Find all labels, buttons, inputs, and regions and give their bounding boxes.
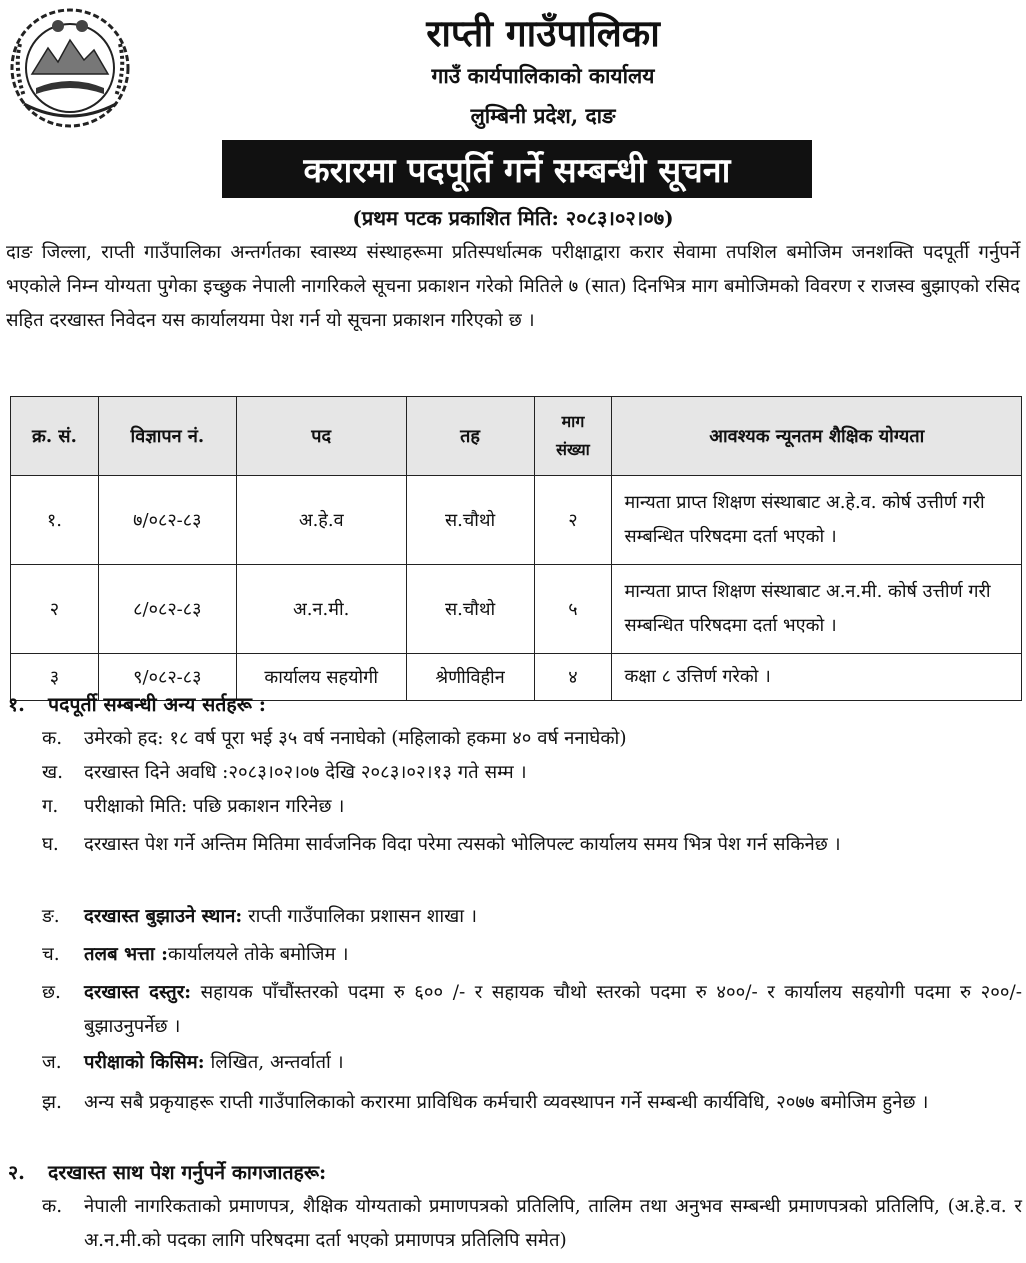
col-header-sn: क्र. सं. bbox=[11, 397, 99, 476]
list-item-text: दरखास्त दिने अवधि :२०८३।०२।०७ देखि २०८३।०२।१३ गते सम्म । bbox=[84, 762, 527, 783]
list-item-label: दरखास्त दस्तुर: bbox=[84, 982, 192, 1003]
list-item-label: तलब भत्ता : bbox=[84, 944, 168, 965]
list-item-text: उमेरको हद: १८ वर्ष पूरा भई ३५ वर्ष ननाघेको (महिलाको हकमा ४० वर्ष ननाघेको) bbox=[84, 728, 627, 749]
list-item bbox=[42, 756, 1022, 790]
list-marker: ज. bbox=[42, 1052, 62, 1073]
list-item-text: सहायक पाँचौंस्तरको पदमा रु ६०० /- र सहायक चौथो स्तरको पदमा रु ४००/- र कार्यालय सहयोगी पदमा रु २००/- बुझाउनुपर्नेछ । bbox=[84, 982, 1022, 1037]
notice-title-banner: करारमा पदपूर्ति गर्ने सम्बन्धी सूचना bbox=[222, 140, 812, 198]
cell-ad-no: ८/०८२-८३ bbox=[98, 565, 236, 654]
col-header-level: तह bbox=[406, 397, 534, 476]
list-marker: ख. bbox=[42, 762, 64, 783]
cell-ad-no: ९/०८२-८३ bbox=[98, 654, 236, 701]
list-item-text: अन्य सबै प्रकृयाहरू राप्ती गाउँपालिकाको करारमा प्राविधिक कर्मचारी व्यवस्थापन गर्ने सम्बन्धी कार्यविधि, २०७७ बमोजिम हुनेछ । bbox=[84, 1092, 929, 1113]
list-marker: ङ. bbox=[42, 906, 60, 927]
col-header-post: पद bbox=[236, 397, 406, 476]
list-item-text: कार्यालयले तोके बमोजिम । bbox=[167, 944, 349, 965]
cell-sn: ३ bbox=[11, 654, 99, 701]
office-name: गाउँ कार्यपालिकाको कार्यालय bbox=[431, 63, 655, 88]
list-item bbox=[42, 938, 1022, 972]
list-item-text: राप्ती गाउँपालिका प्रशासन शाखा । bbox=[242, 906, 477, 927]
list-marker: छ. bbox=[42, 982, 61, 1003]
list-item bbox=[42, 1086, 1022, 1120]
cell-level: श्रेणीविहीन bbox=[406, 654, 534, 701]
list-item-text: नेपाली नागरिकताको प्रमाणपत्र, शैक्षिक योग्यताको प्रमाणपत्रको प्रतिलिपि, तालिम तथा अनुभव सम्बन्धी प्रमाणपत्रको प्रतिलिपि, (अ.हे.व. र अ.न.मी.को पदका लागि परिषदमा दर्ता भएको प्रमाणपत्र प्रतिलिपि समेत) bbox=[84, 1196, 1022, 1251]
cell-sn: २ bbox=[11, 565, 99, 654]
cell-qualification: मान्यता प्राप्त शिक्षण संस्थाबाट अ.न.मी. कोर्ष उत्तीर्ण गरी सम्बन्धित परिषदमा दर्ता भएको । bbox=[612, 565, 1022, 654]
section-2-number: २. bbox=[8, 1161, 25, 1184]
list-marker: क. bbox=[42, 1196, 63, 1217]
cell-post: अ.हे.व bbox=[236, 476, 406, 565]
cell-qualification: कक्षा ८ उत्तिर्ण गरेको । bbox=[612, 654, 1022, 701]
section-1-number: १. bbox=[8, 693, 25, 716]
section-1-heading bbox=[8, 690, 266, 717]
list-item bbox=[42, 900, 1022, 934]
vacancy-table bbox=[10, 396, 1022, 701]
cell-sn: १. bbox=[11, 476, 99, 565]
col-header-demand bbox=[534, 397, 612, 476]
cell-level: स.चौथो bbox=[406, 476, 534, 565]
list-item bbox=[42, 828, 1022, 862]
list-marker: च. bbox=[42, 944, 60, 965]
section-2-heading bbox=[8, 1158, 326, 1185]
col-header-ad-no: विज्ञापन नं. bbox=[98, 397, 236, 476]
list-item-text: परीक्षाको मिति: पछि प्रकाशन गरिनेछ । bbox=[84, 796, 345, 817]
cell-demand: ५ bbox=[534, 565, 612, 654]
list-item-label: परीक्षाको किसिम: bbox=[84, 1052, 205, 1073]
cell-demand: ४ bbox=[534, 654, 612, 701]
col-header-demand-bottom: संख्या bbox=[556, 440, 590, 459]
section-2-title: दरखास्त साथ पेश गर्नुपर्ने कागजातहरू: bbox=[48, 1161, 327, 1184]
cell-qualification: मान्यता प्राप्त शिक्षण संस्थाबाट अ.हे.व. कोर्ष उत्तीर्ण गरी सम्बन्धित परिषदमा दर्ता भएको । bbox=[612, 476, 1022, 565]
list-item bbox=[42, 790, 1022, 824]
list-marker: घ. bbox=[42, 834, 59, 855]
col-header-demand-top: माग bbox=[561, 412, 585, 431]
cell-post: कार्यालय सहयोगी bbox=[236, 654, 406, 701]
cell-post: अ.न.मी. bbox=[236, 565, 406, 654]
table-row bbox=[11, 476, 1022, 565]
org-name: राप्ती गाउँपालिका bbox=[426, 11, 660, 55]
list-item-label: दरखास्त बुझाउने स्थान: bbox=[84, 906, 243, 927]
cell-ad-no: ७/०८२-८३ bbox=[98, 476, 236, 565]
table-row bbox=[11, 565, 1022, 654]
list-item-text: लिखित, अन्तर्वार्ता । bbox=[204, 1052, 344, 1073]
cell-demand: २ bbox=[534, 476, 612, 565]
list-item bbox=[42, 1190, 1022, 1258]
publish-date: (प्रथम पटक प्रकाशित मिति: २०८३।०२।०७) bbox=[352, 206, 674, 230]
list-item bbox=[42, 976, 1022, 1044]
list-item bbox=[42, 722, 1022, 756]
list-marker: क. bbox=[42, 728, 63, 749]
list-item-text: दरखास्त पेश गर्ने अन्तिम मितिमा सार्वजनिक विदा परेमा त्यसको भोलिपल्ट कार्यालय समय भित्र पेश गर्न सकिनेछ । bbox=[84, 834, 841, 855]
list-item bbox=[42, 1046, 1022, 1080]
col-header-qualification: आवश्यक न्यूनतम शैक्षिक योग्यता bbox=[612, 397, 1022, 476]
cell-level: स.चौथो bbox=[406, 565, 534, 654]
intro-paragraph: दाङ जिल्ला, राप्ती गाउँपालिका अन्तर्गतका स्वास्थ्य संस्थाहरूमा प्रतिस्पर्धात्मक परीक्षाद्वारा करार सेवामा तपशिल बमोजिम जनशक्ति पदपूर्ती गर्नुपर्ने भएकोले निम्न योग्यता पुगेका इच्छुक नेपाली नागरिकले सूचना प्रकाशन गरेको मितिले ७ (सात) दिनभित्र माग बमोजिमको विवरण र राजस्व बुझाएको रसिद सहित दरखास्त निवेदन यस कार्यालयमा पेश गर्न यो सूचना प्रकाशन गरिएको छ । bbox=[6, 242, 1020, 331]
office-location: लुम्बिनी प्रदेश, दाङ bbox=[470, 103, 616, 128]
list-marker: झ. bbox=[42, 1092, 62, 1113]
section-1-title: पदपूर्ती सम्बन्धी अन्य सर्तहरू : bbox=[48, 693, 266, 716]
table-header-row bbox=[11, 397, 1022, 476]
list-marker: ग. bbox=[42, 796, 59, 817]
